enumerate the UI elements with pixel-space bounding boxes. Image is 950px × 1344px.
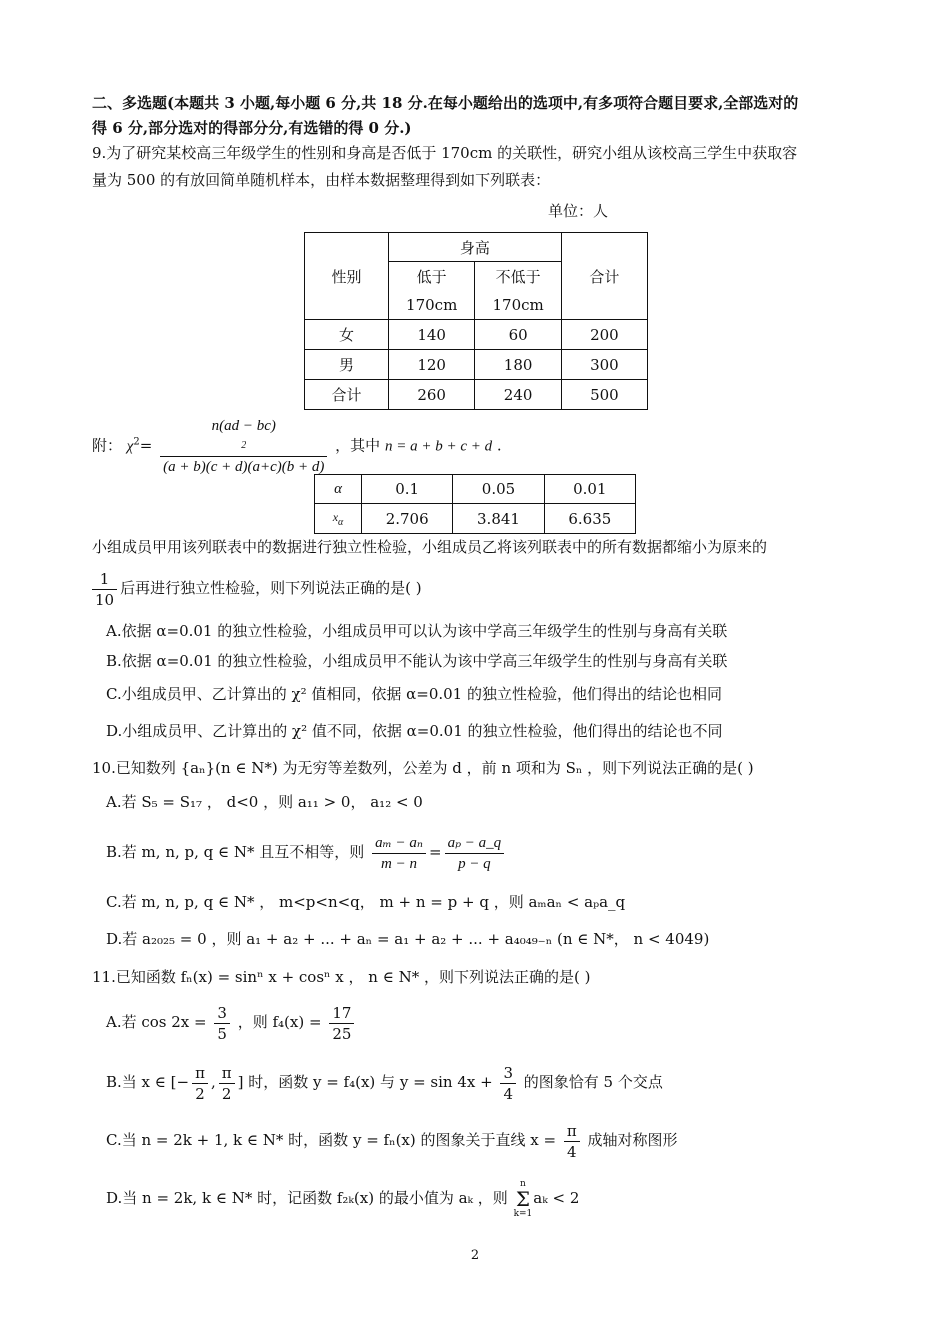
table-header-low-cm: 170cm — [388, 291, 474, 320]
q11-a-fraction-2: $\frac{17}{25}$ — [329, 1003, 354, 1044]
q11-b-fraction-1: $\frac{\pi}{2}$ — [192, 1063, 208, 1104]
q10-option-d: D.若 a₂₀₂₅ = 0 ，则 a₁ + a₂ + ... + aₙ = a₁ + a₂ + ... + a₄₀₄₉₋ₙ (n ∈ N*， n < 4049) — [106, 930, 710, 948]
q11-option-c: C.当 n = 2k + 1, k ∈ N* 时，函数 y = fₙ(x) 的图象关于直线 x = $\frac{\pi}{4}$ 成轴对称图形 — [106, 1121, 678, 1161]
table-cell: 140 — [388, 320, 474, 350]
table-cell: 200 — [561, 320, 647, 350]
q9-option-a: A.依据 α=0.01 的独立性检验，小组成员甲可以认为该中学高三年级学生的性别与身高有关联 — [106, 622, 728, 640]
q9-stem-line1: 9.为了研究某校高三年级学生的性别和身高是否低于 170cm 的关联性，研究小组从该校高三学生中获取容 — [92, 144, 798, 162]
table-header-notlow-cm: 170cm — [475, 291, 561, 320]
table-cell: 180 — [475, 350, 561, 380]
table-cell: 60 — [475, 320, 561, 350]
table-cell: 女 — [305, 320, 389, 350]
q9-option-d: D.小组成员甲、乙计算出的 χ² 值不同，依据 α=0.01 的独立性检验，他们得出的结论也不同 — [106, 722, 723, 740]
q9-after-line2: $\frac{1}{10}$ 后再进行独立性检验，则下列说法正确的是( ) — [92, 566, 422, 610]
q10-b-right-fraction: $\frac{\text{aₚ − a\_q}}{p - q}$ — [445, 833, 505, 874]
q9-option-b: B.依据 α=0.01 的独立性检验，小组成员甲不能认为该中学高三年级学生的性别与身高有关联 — [106, 652, 728, 670]
q11-b-fraction-3: $\frac{3}{4}$ — [500, 1063, 516, 1104]
q11-a-fraction-1: $\frac{3}{5}$ — [214, 1003, 230, 1044]
summation-symbol: n Σ k=1 — [513, 1179, 533, 1219]
table-cell: 500 — [561, 380, 647, 410]
q10-option-b: B.若 m, n, p, q ∈ N* 且互不相等，则 $\frac{\text{aₘ − aₙ}}{m - n}$ = $\frac{\text{aₚ − a\_q}}{p - q}$ — [106, 830, 507, 874]
table-cell: 男 — [305, 350, 389, 380]
table-cell: 0.05 — [453, 475, 544, 504]
table-row — [305, 380, 648, 410]
table-cell: 合计 — [305, 380, 389, 410]
chi-square-formula: 附： $\chi^2=$ n(ad − bc) 2 (a + b)(c + d)(a+c)(b + d) ，其中 n = a + b + c + d . — [92, 418, 502, 475]
table-cell: 3.841 — [453, 504, 544, 534]
q10-b-left-fraction: $\frac{\text{aₘ − aₙ}}{m - n}$ — [372, 833, 426, 874]
contingency-table — [304, 232, 648, 410]
formula-where: ，其中 — [335, 436, 381, 455]
chi-symbol: χ — [126, 438, 134, 455]
table-cell: 300 — [561, 350, 647, 380]
q10-stem: 10.已知数列 {aₙ}(n ∈ N*) 为无穷等差数列，公差为 d ，前 n 项和为 Sₙ ，则下列说法正确的是( ) — [92, 759, 754, 777]
x-alpha-header: $x_\alpha$ — [315, 504, 362, 534]
table-cell: 240 — [475, 380, 561, 410]
table-cell: 260 — [388, 380, 474, 410]
alpha-header: α — [315, 475, 362, 504]
q11-c-fraction: $\frac{\pi}{4}$ — [564, 1121, 580, 1162]
q11-b-fraction-2: $\frac{\pi}{2}$ — [219, 1063, 235, 1104]
table-row — [305, 350, 648, 380]
q10-option-c: C.若 m, n, p, q ∈ N* ， m<p<n<q， m + n = p + q ，则 aₘaₙ < aₚa_q — [106, 893, 626, 911]
q11-option-a: A.若 cos 2x = $\frac{3}{5}$ ，则 f₄(x) = $\frac{17}{25}$ — [106, 1000, 357, 1044]
formula-dot: . — [496, 436, 502, 455]
q9-after-line1: 小组成员甲用该列联表中的数据进行独立性检验，小组成员乙将该列联表中的所有数据都缩小为原来的 — [92, 538, 768, 556]
q10-option-a: A.若 S₅ = S₁₇ ， d<0 ，则 a₁₁ > 0， a₁₂ < 0 — [106, 793, 423, 811]
table-header-height: 身高 — [388, 233, 561, 262]
formula-n-expr: n = a + b + c + d — [384, 438, 493, 455]
section-title-line1: 二、多选题(本题共 3 小题,每小题 6 分,共 18 分.在每小题给出的选项中,有多项符合题目要求,全部选对的 — [92, 94, 799, 112]
table-header-gender: 性别 — [305, 233, 389, 320]
table-cell: 0.01 — [544, 475, 635, 504]
table-header-low: 低于 — [388, 262, 474, 291]
formula-numerator: n(ad − bc) 2 — [160, 416, 327, 457]
table-header-notlow: 不低于 — [475, 262, 561, 291]
table-cell: 120 — [388, 350, 474, 380]
q9-unit: 单位：人 — [548, 202, 609, 220]
table-cell: 6.635 — [544, 504, 635, 534]
formula-denominator: (a + b)(c + d)(a+c)(b + d) — [163, 459, 325, 475]
table-cell: 2.706 — [362, 504, 453, 534]
formula-prefix: 附： — [92, 436, 123, 455]
table-header-total: 合计 — [561, 233, 647, 320]
q11-stem: 11.已知函数 fₙ(x) = sinⁿ x + cosⁿ x ， n ∈ N* ，则下列说法正确的是( ) — [92, 968, 591, 986]
table-row — [315, 475, 636, 504]
table-cell: 0.1 — [362, 475, 453, 504]
table-row — [315, 504, 636, 534]
one-tenth-fraction: $\frac{1}{10}$ — [92, 569, 117, 610]
formula-fraction — [160, 416, 327, 477]
section-title-line2: 得 6 分,部分选对的得部分分,有选错的得 0 分.) — [92, 119, 412, 137]
page-number: 2 — [470, 1248, 480, 1263]
q9-stem-line2: 量为 500 的有放回简单随机样本，由样本数据整理得到如下列联表： — [92, 171, 551, 189]
critical-value-table — [314, 474, 636, 534]
q9-option-c: C.小组成员甲、乙计算出的 χ² 值相同，依据 α=0.01 的独立性检验，他们得出的结论也相同 — [106, 685, 722, 703]
table-row — [305, 320, 648, 350]
q11-option-d: D.当 n = 2k, k ∈ N* 时，记函数 f₂ₖ(x) 的最小值为 aₖ ，则 n Σ k=1 aₖ < 2 — [106, 1179, 580, 1219]
q11-option-b: B.当 x ∈ [− $\frac{\pi}{2}$ , $\frac{\pi}{2}$ ] 时，函数 y = f₄(x) 与 y = sin 4x + $\frac{3}{4}$ 的图象恰有 5 个交点 — [106, 1063, 663, 1103]
